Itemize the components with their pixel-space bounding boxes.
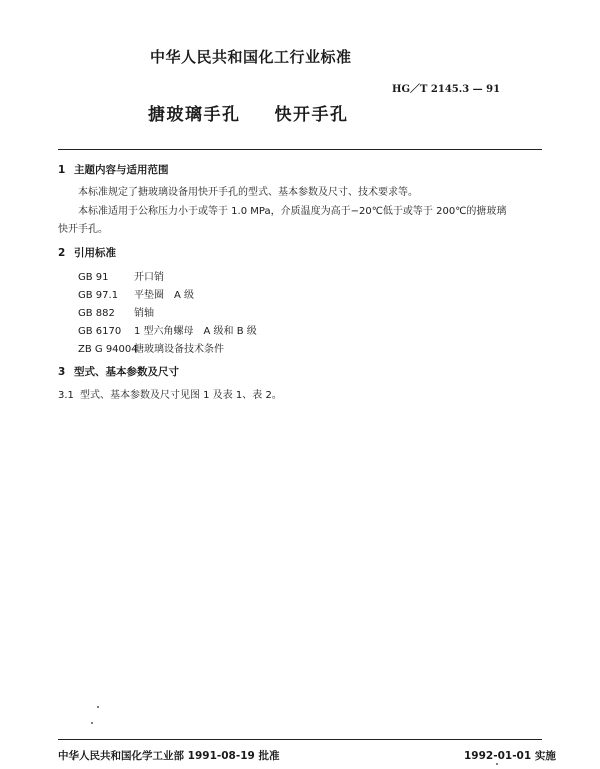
reference-code: GB 882 xyxy=(78,308,115,319)
section-2-heading xyxy=(58,245,116,260)
clause-3-1-number: 3.1 xyxy=(58,390,74,401)
scan-speck xyxy=(496,763,498,765)
reference-item xyxy=(78,322,257,337)
scan-speck xyxy=(97,706,99,708)
section-1-number: 1 xyxy=(58,164,66,176)
section-2-number: 2 xyxy=(58,247,66,259)
section-1-heading xyxy=(58,162,169,177)
reference-title: 开口销 xyxy=(134,272,164,283)
section-1-paragraph-2-line-1: 本标准适用于公称压力小于或等于 1.0 MPa，介质温度为高于−20℃低于或等于 200℃的搪玻璃 xyxy=(78,206,507,217)
effective-date: 1992-01-01 实施 xyxy=(464,750,556,762)
reference-code: ZB G 94004 xyxy=(78,344,138,355)
reference-code: GB 97.1 xyxy=(78,290,119,301)
reference-title: 1 型六角螺母 A 级和 B 级 xyxy=(134,326,257,337)
reference-title: 平垫圈 A 级 xyxy=(134,290,195,301)
header-divider xyxy=(58,149,542,150)
standard-number: HG／T 2145.3 — 91 xyxy=(392,84,501,95)
reference-code: GB 91 xyxy=(78,272,109,283)
reference-item xyxy=(78,304,154,319)
clause-3-1 xyxy=(58,386,282,401)
section-1-paragraph-2-line-2: 快开手孔。 xyxy=(58,224,108,235)
section-2-title: 引用标准 xyxy=(74,247,116,259)
reference-item xyxy=(78,286,194,301)
title-part-1: 搪玻璃手孔 xyxy=(148,105,241,125)
reference-code: GB 6170 xyxy=(78,326,122,337)
section-3-title: 型式、基本参数及尺寸 xyxy=(74,366,179,378)
section-3-number: 3 xyxy=(58,366,66,378)
section-1-paragraph-1: 本标准规定了搪玻璃设备用快开手孔的型式、基本参数及尺寸、技术要求等。 xyxy=(78,187,418,198)
clause-3-1-text: 型式、基本参数及尺寸见图 1 及表 1、表 2。 xyxy=(80,390,282,401)
title-part-2: 快开手孔 xyxy=(274,105,349,125)
scan-speck xyxy=(91,722,93,724)
reference-item xyxy=(78,340,224,355)
section-1-title: 主题内容与适用范围 xyxy=(74,164,169,176)
reference-title: 销轴 xyxy=(134,308,154,319)
section-3-heading xyxy=(58,364,179,379)
document-title xyxy=(148,100,349,125)
footer-divider xyxy=(58,739,542,740)
reference-item xyxy=(78,268,164,283)
approval-line: 中华人民共和国化学工业部 1991-08-19 批准 xyxy=(58,750,280,762)
reference-title: 搪玻璃设备技术条件 xyxy=(134,344,224,355)
issuing-body-heading: 中华人民共和国化工行业标准 xyxy=(150,48,352,66)
